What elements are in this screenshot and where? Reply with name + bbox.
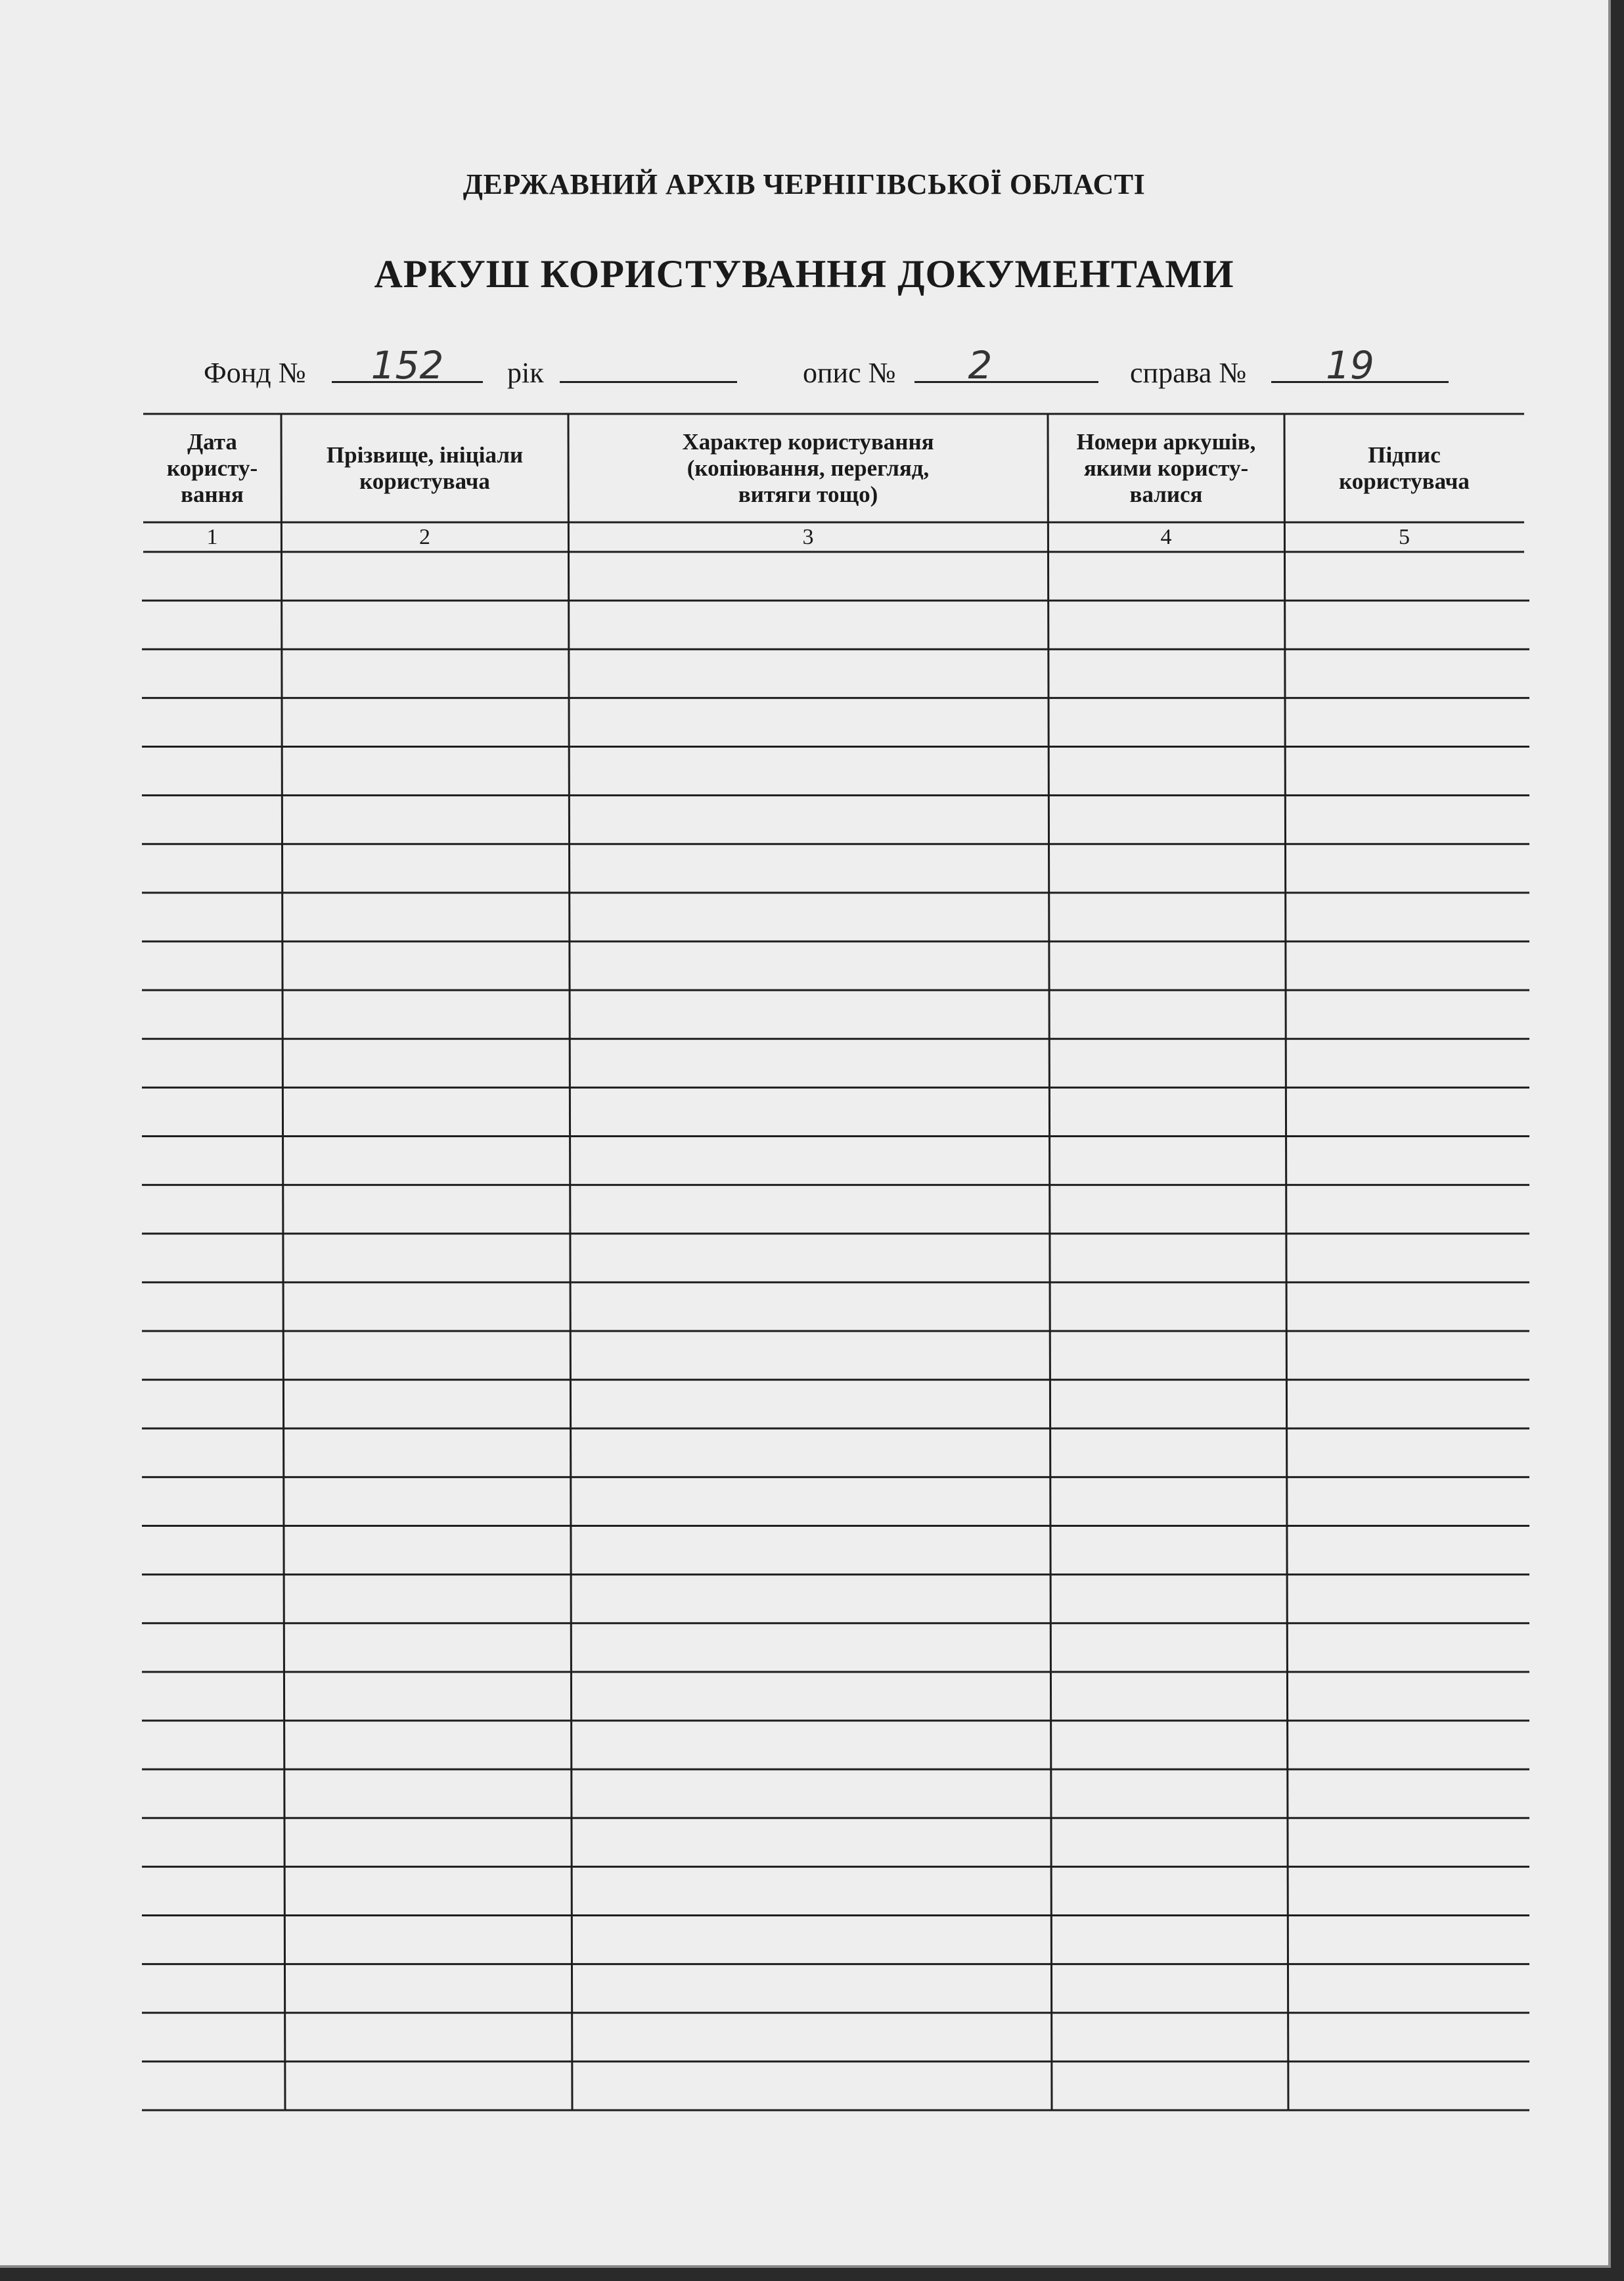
column-header-1: Дата користу- вання xyxy=(166,428,258,507)
sprava-value: 19 xyxy=(1326,343,1374,388)
column-header-3: Характер користування (копіювання, перегляд, витяги тощо) xyxy=(682,428,934,507)
form-title: АРКУШ КОРИСТУВАННЯ ДОКУМЕНТАМИ xyxy=(374,252,1234,296)
column-number-1: 1 xyxy=(206,525,218,549)
column-number-5: 5 xyxy=(1399,525,1410,549)
fond-value: 152 xyxy=(371,343,444,388)
column-number-3: 3 xyxy=(802,525,814,549)
column-divider xyxy=(1284,414,1288,2110)
sprava-label: справа № xyxy=(1130,357,1247,389)
column-divider xyxy=(568,414,572,2110)
fond-label: Фонд № xyxy=(204,357,306,389)
year-label: рік xyxy=(507,357,544,389)
opys-value: 2 xyxy=(968,343,993,388)
column-header-2: Прізвище, ініціали користувача xyxy=(326,441,524,494)
column-header-4: Номери аркушів, якими користу- валися xyxy=(1076,428,1256,507)
column-divider xyxy=(1048,414,1052,2110)
organization-name: ДЕРЖАВНИЙ АРХІВ ЧЕРНІГІВСЬКОЇ ОБЛАСТІ xyxy=(462,168,1146,200)
opys-label: опис № xyxy=(803,357,896,389)
column-header-5: Підпис користувача xyxy=(1339,441,1470,494)
column-number-2: 2 xyxy=(419,525,430,549)
column-divider xyxy=(281,414,285,2110)
column-number-4: 4 xyxy=(1160,525,1172,549)
